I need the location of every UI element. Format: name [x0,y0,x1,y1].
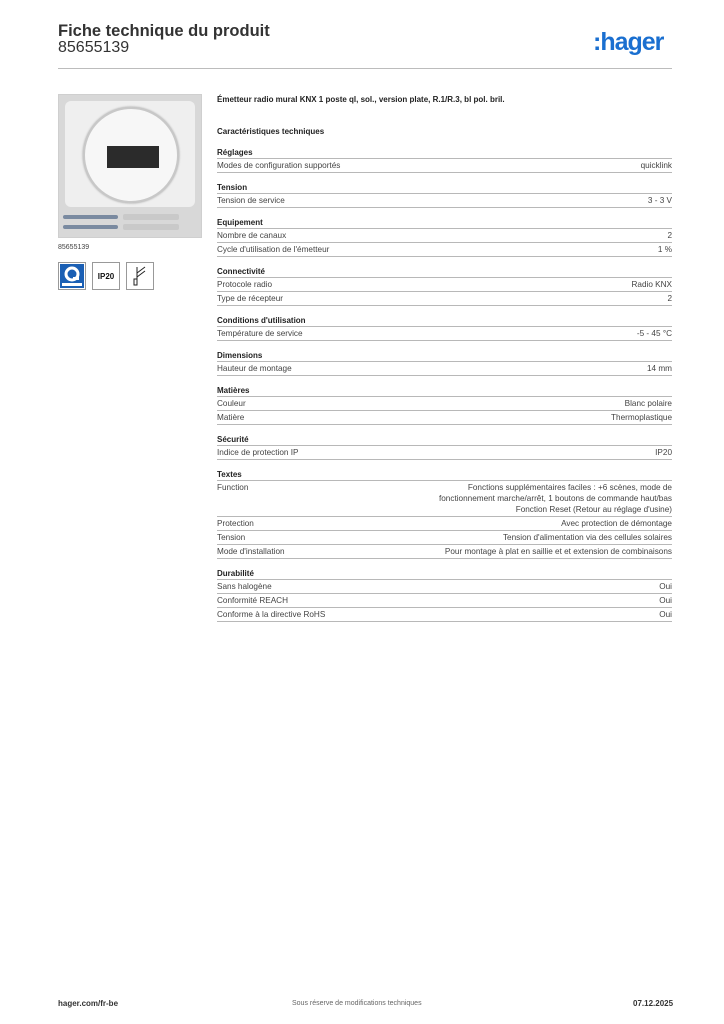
spec-value: Avec protection de démontage [561,519,672,528]
group-title: Connectivité [217,265,672,278]
spec-value: Fonctions supplémentaires faciles : +6 scènes, mode de fonctionnement marche/arrêt, 1 boutons de commande haut/bas Fonction Reset (Retour au réglage d'usine) [438,483,672,514]
product-description: Émetteur radio mural KNX 1 poste ql, sol., version plate, R.1/R.3, bl pol. bril. [217,95,505,104]
ip-rating-badge: IP20 [92,262,120,290]
spec-label: Tension de service [217,196,285,205]
spec-label: Sans halogène [217,582,272,591]
hager-logo: :hager [593,28,664,56]
spec-label: Mode d'installation [217,547,285,556]
spec-value: 1 % [657,245,672,254]
footer-date: 07.12.2025 [633,999,674,1008]
group-title: Dimensions [217,349,672,362]
spec-row [217,159,672,173]
spec-label: Type de récepteur [217,294,283,303]
spec-row [217,545,672,559]
spec-group [217,146,672,173]
spec-label: Modes de configuration supportés [217,161,341,170]
screw-icon [63,225,118,229]
spec-label: Cycle d'utilisation de l'émetteur [217,245,330,254]
footer-disclaimer: Sous réserve de modifications techniques [292,1000,422,1007]
group-title: Matières [217,384,672,397]
spec-value: 2 [667,294,672,303]
spec-label: Conformité REACH [217,596,288,605]
spec-row [217,517,672,531]
spec-value: Radio KNX [631,280,672,289]
spec-group [217,468,672,559]
spec-value: Blanc polaire [624,399,672,408]
spec-group [217,314,672,341]
certification-badges [58,262,154,290]
spec-label: Température de service [217,329,303,338]
spec-row [217,411,672,425]
solar-cell [107,146,159,168]
spec-value: Thermoplastique [611,413,672,422]
product-image [58,94,202,238]
spec-label: Hauteur de montage [217,364,292,373]
spec-label: Nombre de canaux [217,231,287,240]
spec-row [217,327,672,341]
spec-row [217,397,672,411]
spec-value: IP20 [655,448,672,457]
group-title: Tension [217,181,672,194]
group-title: Equipement [217,216,672,229]
website-link[interactable]: hager.com/fr-be [58,999,119,1008]
cover-plate [65,101,195,207]
spec-label: Protocole radio [217,280,273,289]
spec-value: Oui [659,596,672,605]
image-caption: 85655139 [58,244,90,251]
spec-row [217,194,672,208]
section-title: Caractéristiques techniques [217,127,325,136]
header-divider [58,68,672,69]
wall-plug-icon [123,224,179,230]
group-title: Sécurité [217,433,672,446]
spec-label: Function [217,483,249,492]
spec-label: Indice de protection IP [217,448,299,457]
spec-value: quicklink [640,161,672,170]
product-code: 85655139 [58,39,130,56]
spec-row [217,292,672,306]
spec-group [217,265,672,306]
install-method-icon [126,262,154,290]
spec-row [217,278,672,292]
spec-value: 2 [667,231,672,240]
spec-group [217,349,672,376]
spec-row [217,531,672,545]
spec-value: Oui [659,610,672,619]
spec-group [217,181,672,208]
screw-icon [63,215,118,219]
device-ring [83,107,179,203]
spec-value: 14 mm [646,364,672,373]
group-title: Durabilité [217,567,672,580]
spec-table [217,94,672,622]
spec-value: Tension d'alimentation via des cellules solaires [502,533,672,542]
spec-row [217,446,672,460]
group-title: Conditions d'utilisation [217,314,672,327]
spec-value: -5 - 45 °C [636,329,672,338]
spec-row [217,243,672,257]
spec-group [217,384,672,425]
spec-row [217,594,672,608]
spec-label: Tension [217,533,246,542]
spec-row [217,608,672,622]
spec-row [217,580,672,594]
spec-label: Couleur [217,399,246,408]
spec-row [217,362,672,376]
spec-value: Oui [659,582,672,591]
spec-group [217,567,672,622]
group-title: Textes [217,468,672,481]
spec-row [217,229,672,243]
page-title: Fiche technique du produit [58,22,270,40]
quality-mark-icon [58,262,86,290]
spec-group [217,433,672,460]
wall-plug-icon [123,214,179,220]
spec-value: Pour montage à plat en saillie et et extension de combinaisons [444,547,672,556]
spec-group [217,216,672,257]
spec-row [217,481,672,517]
spec-label: Conforme à la directive RoHS [217,610,326,619]
spec-value: 3 - 3 V [647,196,672,205]
group-title: Réglages [217,146,672,159]
spec-label: Protection [217,519,254,528]
spec-label: Matière [217,413,245,422]
